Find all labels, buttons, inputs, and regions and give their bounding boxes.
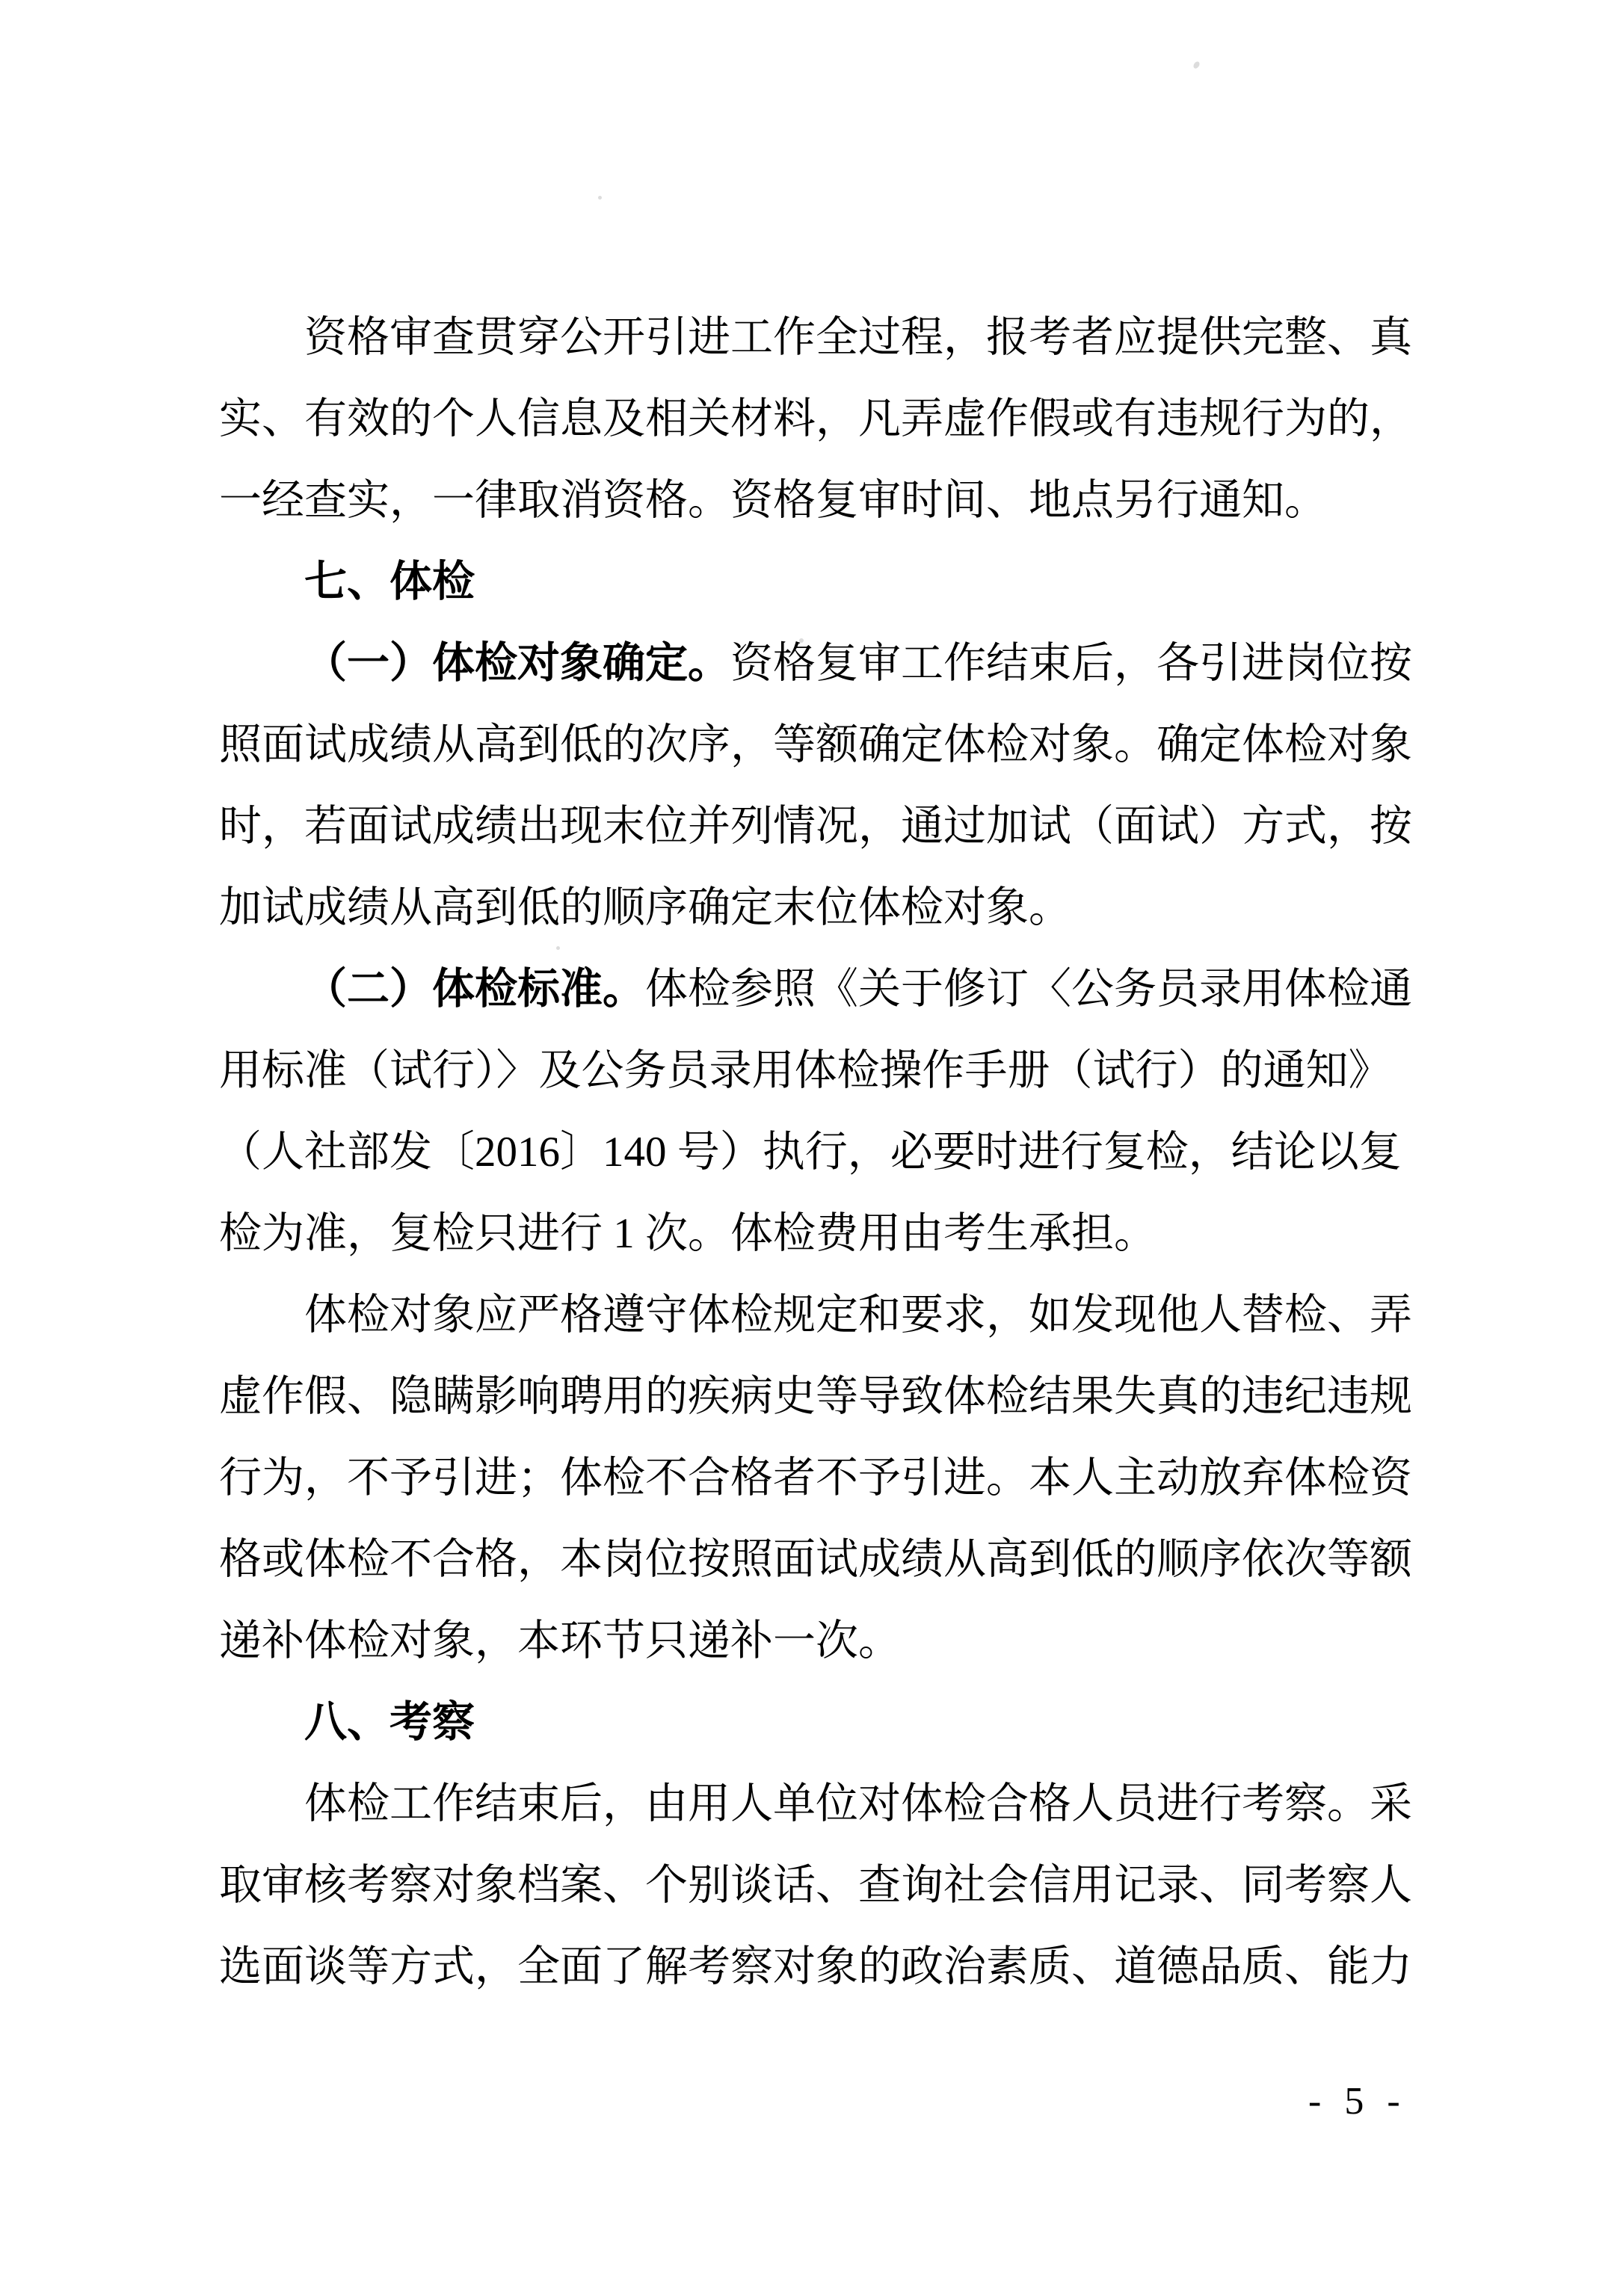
paragraph-line: 加试成绩从高到低的顺序确定末位体检对象。 — [219, 884, 1071, 931]
paragraph-line: 选面谈等方式，全面了解考察对象的政治素质、道德品质、能力 — [219, 1943, 1412, 1990]
paragraph-line: 虚作假、隐瞒影响聘用的疾病史等导致体检结果失真的违纪违规 — [219, 1373, 1412, 1420]
document-body — [219, 297, 1445, 2008]
paragraph-line: 检为准，复检只进行 1 次。体检费用由考生承担。 — [219, 1210, 1157, 1257]
section-heading-medical-exam: 七、体检 — [304, 558, 475, 605]
paragraph-line-text: 体检参照《关于修订〈公务员录用体检通 — [645, 966, 1412, 1013]
paragraph-line: 体检工作结束后，由用人单位对体检合格人员进行考察。采 — [304, 1780, 1412, 1827]
paragraph-line: （人社部发〔2016〕140 号）执行，必要时进行复检，结论以复 — [219, 1129, 1402, 1176]
paragraph-line: 时，若面试成绩出现末位并列情况，通过加试（面试）方式，按 — [219, 803, 1412, 850]
paragraph-line: 一经查实，一律取消资格。资格复审时间、地点另行通知。 — [219, 477, 1327, 524]
paragraph-line: 取审核考察对象档案、个别谈话、查询社会信用记录、同考察人 — [219, 1862, 1412, 1909]
paragraph-line — [219, 948, 1445, 1030]
paragraph-line: 用标准（试行）〉及公务员录用体检操作手册（试行）的通知》 — [219, 1047, 1391, 1094]
paragraph-line-text: 资格复审工作结束后，各引进岗位按 — [730, 640, 1412, 687]
paragraph-line: 资格审查贯穿公开引进工作全过程，报考者应提供完整、真 — [304, 314, 1412, 361]
paragraph-line: 递补体检对象，本环节只递补一次。 — [219, 1617, 901, 1664]
scan-speck — [1192, 61, 1201, 70]
paragraph-line: 体检对象应严格遵守体检规定和要求，如发现他人替检、弄 — [304, 1292, 1412, 1339]
paragraph-lead-bold: （二）体检标准。 — [304, 966, 645, 1013]
section-heading-inspection: 八、考察 — [304, 1698, 475, 1746]
paragraph-line: 实、有效的个人信息及相关材料，凡弄虚作假或有违规行为的， — [219, 395, 1412, 442]
paragraph-line: 行为，不予引进；体检不合格者不予引进。本人主动放弃体检资 — [219, 1454, 1412, 1502]
scan-speck — [598, 196, 602, 200]
paragraph-lead-bold: （一）体检对象确定。 — [304, 640, 730, 687]
paragraph-line: 格或体检不合格，本岗位按照面试成绩从高到低的顺序依次等额 — [219, 1536, 1412, 1583]
paragraph-line — [219, 623, 1445, 704]
paragraph-line: 照面试成绩从高到低的次序，等额确定体检对象。确定体检对象 — [219, 721, 1412, 768]
page-number: - 5 - — [1308, 2080, 1407, 2123]
